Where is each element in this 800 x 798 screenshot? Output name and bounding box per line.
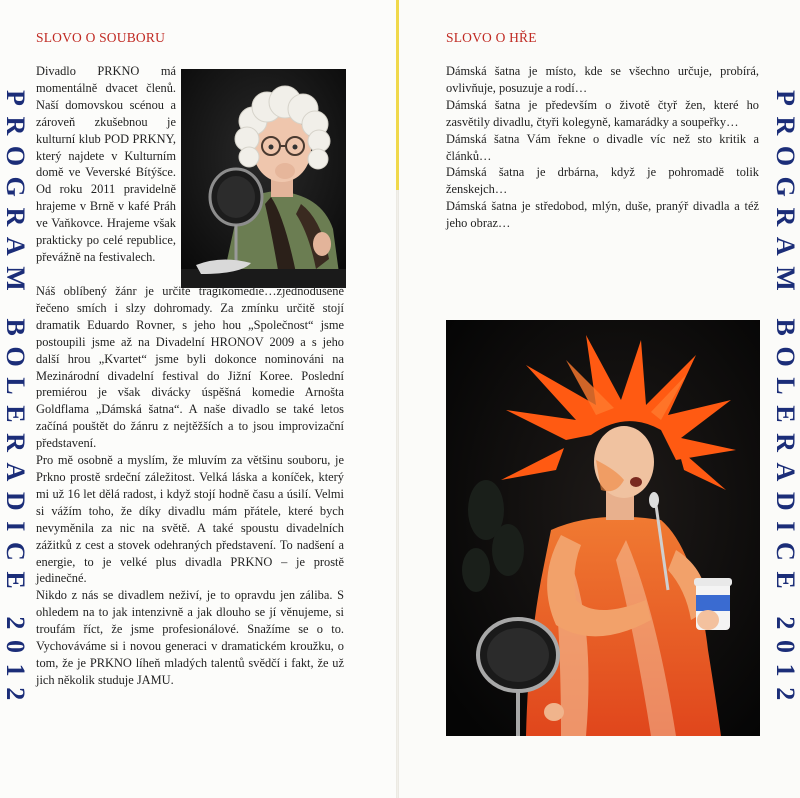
intro-paragraph: Divadlo PRKNO má momentálně dvacet členů. Naší domovskou scénou a zároveň zkušebnou je kulturní klub POD PRKNY, který najdete v Kulturním domě ve Veverské Bítýšce. Od roku 2011 pravidelně hrajeme v Brně v kafé Práh ve Vaňkovce. Hrajeme však prakticky po celé republice, převážně na festivalech. [36, 64, 176, 264]
paragraph-srdecni: Pro mě osobně a myslím, že mluvím za většinu souboru, je Prkno prostě srdeční záležitost. Velká láska a koníček, který mi už 16 let dělá radost, i když stojí hodně času a úsilí. Velmi si vážím toho, že díky divadlu mám přátele, které bych nevyměnila za nic na světě. A také spoustu divadelních zážitků z cest a stovek odehraných představení. To nadšení a energie, to je velké plus divadla PRKNO – je prostě jedinečné. [36, 453, 344, 586]
main-text-soubor [36, 283, 344, 689]
vertical-title-right: PROGRAM BOLERADICE 2012 [771, 89, 800, 711]
paragraph-hra-5: Dámská šatna je středobod, mlýn, duše, pranýř divadla a též jeho obraz… [446, 199, 759, 231]
photo-actress-orange-wig [446, 320, 760, 736]
paragraph-zanr: Náš oblíbený žánr je určitě tragikomedie…zjednodušeně řečeno smích i slzy dohromady. Za zmínku určitě stojí dramatik Eduardo Rovner, s jeho hou „Společnost“ jsme postoupili jsme až na Divadelní HRONOV 2009 a s jeho další hrou „Kvartet“ jsme byli dokonce nominováni na Mezinárodní divadelní festival do Jižní Koree. Poslední premiérou je však divácky úspěšná komedie Arnošta Goldflama „Dámská šatna“. A naše divadlo se také letos začíná pouštět do žánru z nejtěžších a to jsou improvizační představení. [36, 284, 344, 451]
vertical-title-left: PROGRAM BOLERADICE 2012 [1, 89, 30, 711]
paragraph-hra-4: Dámská šatna je drbárna, když je pohromadě tolik ženskejch… [446, 165, 759, 197]
paragraph-zaliba: Nikdo z nás se divadlem neživí, je to opravdu jen záliba. S ohledem na to jak intenzivně a jak dlouho se jí věnujeme, si troufám říct, že jsme profesionálové. Snažíme se o to. Vychováváme si i novou generaci v dramatickém kroužku, o tom, že je PRKNO líheň mladých talentů svědčí i fakt, že už jich několik studuje JAMU. [36, 588, 344, 687]
fold-color-mark [396, 0, 399, 190]
paragraph-hra-2: Dámská šatna je především o životě čtyř žen, které ho zasvětily divadlu, čtyři kolegyně, kamarádky a soupeřky… [446, 97, 759, 129]
heading-soubor: SLOVO O SOUBORU [36, 30, 166, 45]
photo-actress-white-wig-illustration [181, 69, 346, 288]
paragraph-hra-1: Dámská šatna je místo, kde se všechno určuje, probírá, ovlivňuje, posuzuje a rodí… [446, 64, 759, 95]
photo-actress-white-wig [181, 69, 346, 288]
photo-actress-orange-wig-illustration [446, 320, 760, 736]
main-text-hra [446, 63, 759, 232]
heading-hra: SLOVO O HŘE [446, 30, 537, 45]
paragraph-hra-3: Dámská šatna Vám řekne o divadle víc než sto kritik a článků… [446, 131, 759, 163]
